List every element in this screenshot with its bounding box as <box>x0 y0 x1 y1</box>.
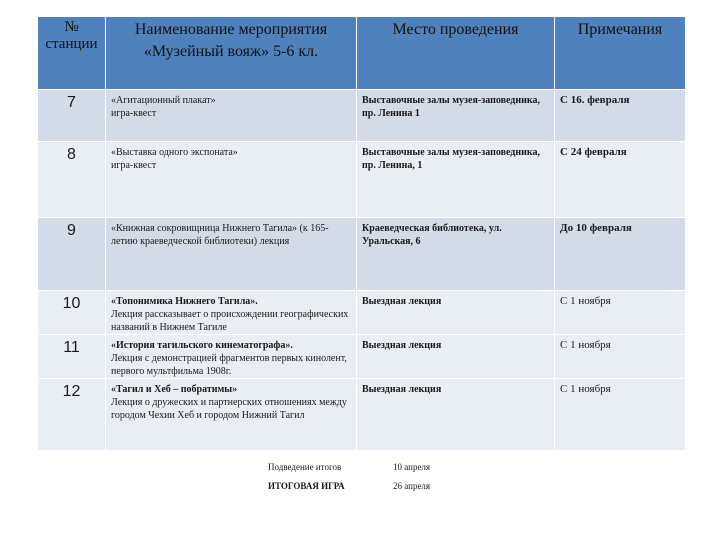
header-place-label: Место проведения <box>392 21 519 38</box>
event-name: «Книжная сокровищница Нижнего Тагила» (к 165-летию краеведческой библиотеки) лекция <box>106 218 357 291</box>
event-title: «История тагильского кинематографа». <box>111 340 293 351</box>
station-number: 7 <box>38 90 106 142</box>
summary-date: 10 апреля <box>393 462 431 472</box>
table-row <box>38 335 686 379</box>
station-number: 10 <box>38 291 106 335</box>
event-name-line: «Агитационный плакат» <box>111 95 216 106</box>
final-game-date: 26 апреля <box>393 481 431 491</box>
event-name <box>106 90 357 142</box>
header-notes <box>555 17 686 90</box>
event-name <box>106 142 357 218</box>
station-number: 11 <box>38 335 106 379</box>
header-num-line1: № <box>64 19 79 35</box>
event-type: игра-квест <box>111 160 157 171</box>
event-place: Краеведческая библиотека, ул. Уральская, 6 <box>357 218 555 291</box>
event-note: До 10 февраля <box>555 218 686 291</box>
station-number: 12 <box>38 379 106 451</box>
event-type: игра-квест <box>111 108 157 119</box>
event-place: Выездная лекция <box>357 335 555 379</box>
event-place: Выставочные залы музея-заповедника, пр. Ленина 1 <box>357 90 555 142</box>
event-description: Лекция о дружеских и партнерских отношениях между городом Чехии Хеб и городом Нижний Тагил <box>111 397 347 421</box>
events-table <box>37 16 686 451</box>
event-place: Выставочные залы музея-заповедника, пр. Ленина, 1 <box>357 142 555 218</box>
event-name <box>106 379 357 451</box>
event-note: С 1 ноября <box>555 335 686 379</box>
event-place: Выездная лекция <box>357 379 555 451</box>
header-notes-label: Примечания <box>577 21 663 38</box>
header-place <box>357 17 555 90</box>
event-place: Выездная лекция <box>357 291 555 335</box>
event-description: Лекция рассказывает о происхождении географических названий в Нижнем Тагиле <box>111 309 349 333</box>
event-note: С 1 ноября <box>555 379 686 451</box>
event-name-line: «Выставка одного экспоната» <box>111 147 238 158</box>
station-number: 9 <box>38 218 106 291</box>
event-description: Лекция с демонстрацией фрагментов первых кинолент, первого мультфильма 1908г. <box>111 353 347 377</box>
event-title: «Топонимика Нижнего Тагила». <box>111 296 258 307</box>
event-note: С 1 ноября <box>555 291 686 335</box>
table-row <box>38 291 686 335</box>
header-station-number <box>38 17 106 90</box>
table-row <box>38 90 686 142</box>
event-note: С 24 февраля <box>555 142 686 218</box>
header-name-line1: Наименование мероприятия <box>134 21 328 38</box>
table-row <box>38 142 686 218</box>
header-event-name <box>106 17 357 90</box>
event-name <box>106 335 357 379</box>
table-header-row <box>38 17 686 90</box>
header-name-line2: «Музейный вояж» 5-6 кл. <box>143 43 319 60</box>
table-row <box>38 218 686 291</box>
station-number: 8 <box>38 142 106 218</box>
header-num-line2: станции <box>45 36 98 52</box>
event-note: С 16. февраля <box>555 90 686 142</box>
summary-label: Подведение итогов <box>268 462 342 472</box>
final-game-label: ИТОГОВАЯ ИГРА <box>268 481 345 491</box>
table-row <box>38 379 686 451</box>
event-title: «Тагил и Хеб – побратимы» <box>111 384 238 395</box>
event-name <box>106 291 357 335</box>
